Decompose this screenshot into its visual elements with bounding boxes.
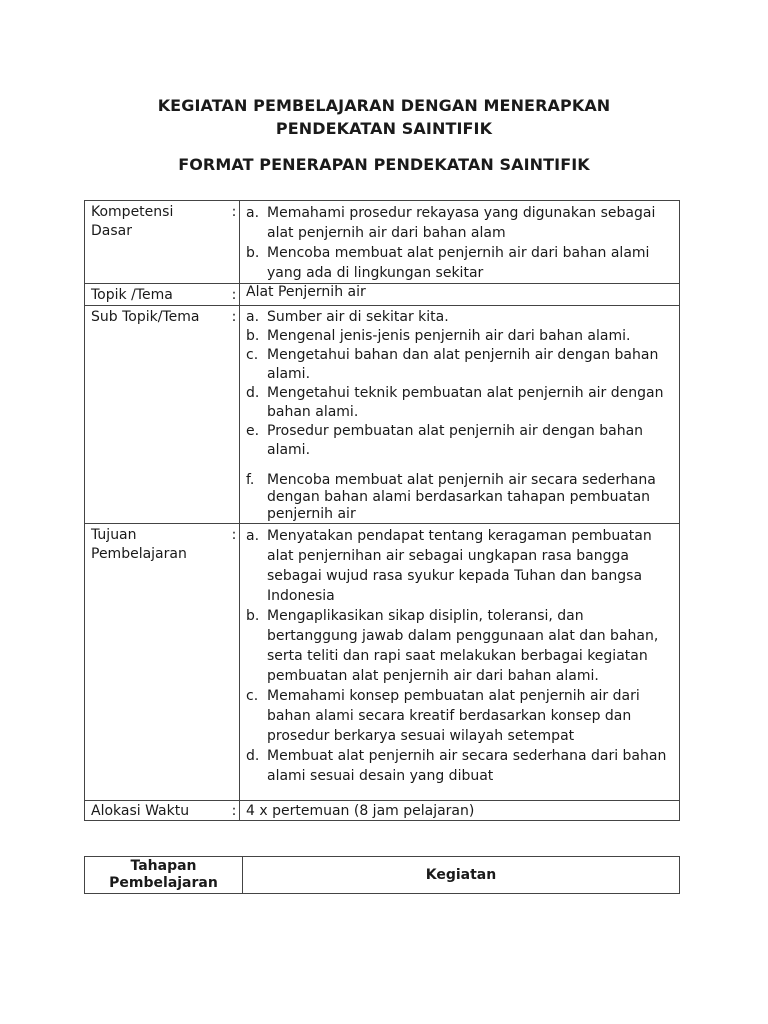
list-marker: b. bbox=[246, 328, 260, 344]
label-line: Tujuan bbox=[91, 527, 137, 543]
row-sub-topik bbox=[85, 306, 680, 524]
list-marker: b. bbox=[246, 608, 260, 624]
list-item bbox=[246, 243, 675, 283]
header-kegiatan: Kegiatan bbox=[243, 857, 680, 894]
colon: : bbox=[229, 801, 240, 821]
title-line-1: KEGIATAN PEMBELAJARAN DENGAN MENERAPKAN bbox=[157, 96, 611, 115]
list-text: Memahami prosedur rekayasa yang digunakan sebagai alat penjernih air dari bahan alam bbox=[267, 205, 656, 241]
label-line: Pembelajaran bbox=[91, 546, 187, 562]
colon: : bbox=[229, 201, 240, 284]
list-text: Mencoba membuat alat penjernih air dari bahan alami yang ada di lingkungan sekitar bbox=[267, 245, 650, 281]
list-marker: a. bbox=[246, 205, 260, 221]
list-text: Mengetahui bahan dan alat penjernih air dengan bahan alami. bbox=[267, 347, 659, 382]
list-item bbox=[246, 422, 675, 460]
label-alokasi-waktu: Alokasi Waktu bbox=[85, 801, 230, 821]
list-marker: b. bbox=[246, 245, 260, 261]
colon: : bbox=[229, 284, 240, 306]
list-item bbox=[246, 308, 675, 327]
label-kompetensi-dasar bbox=[85, 201, 230, 284]
list-text: Menyatakan pendapat tentang keragaman pembuatan alat penjernihan air sebagai ungkapan rasa bangga sebagai wujud rasa syukur kepada Tuhan dan bangsa Indonesia bbox=[267, 528, 652, 604]
tahapan-table bbox=[84, 856, 680, 894]
list-marker: d. bbox=[246, 385, 260, 401]
value-tujuan-pembelajaran bbox=[240, 524, 680, 801]
row-alokasi-waktu bbox=[85, 801, 680, 821]
list-text: Mencoba membuat alat penjernih air secara sederhana dengan bahan alami berdasarkan tahapan pembuatan penjernih air bbox=[267, 472, 656, 522]
document-subtitle: FORMAT PENERAPAN PENDEKATAN SAINTIFIK bbox=[178, 155, 590, 174]
list-text: Prosedur pembuatan alat penjernih air dengan bahan alami. bbox=[267, 423, 644, 458]
list-text: Memahami konsep pembuatan alat penjernih air dari bahan alami secara kreatif berdasarkan konsep dan prosedur berkarya sesuai wilayah setempat bbox=[267, 688, 640, 744]
list-item bbox=[246, 203, 675, 243]
list-item bbox=[246, 346, 675, 384]
list-text: Sumber air di sekitar kita. bbox=[267, 309, 449, 325]
value-sub-topik bbox=[240, 306, 680, 524]
lesson-info-table bbox=[84, 200, 680, 821]
list-marker: f. bbox=[246, 472, 255, 488]
list-text: Membuat alat penjernih air secara sederhana dari bahan alami sesuai desain yang dibuat bbox=[267, 748, 667, 784]
list-text: Mengetahui teknik pembuatan alat penjernih air dengan bahan alami. bbox=[267, 385, 664, 420]
list-item bbox=[246, 606, 675, 686]
list-item bbox=[246, 472, 675, 523]
row-kompetensi-dasar bbox=[85, 201, 680, 284]
colon: : bbox=[229, 524, 240, 801]
list-item bbox=[246, 686, 675, 746]
list-text: Mengenal jenis-jenis penjernih air dari bahan alami. bbox=[267, 328, 631, 344]
list-marker: d. bbox=[246, 748, 260, 764]
list-marker: c. bbox=[246, 347, 259, 363]
list-item bbox=[246, 384, 675, 422]
label-topik: Topik /Tema bbox=[85, 284, 230, 306]
tahapan-header-row bbox=[85, 857, 680, 894]
header-line: Tahapan bbox=[130, 858, 197, 874]
label-line: Kompetensi bbox=[91, 204, 174, 220]
list-item bbox=[246, 746, 675, 786]
list-marker: e. bbox=[246, 423, 260, 439]
row-tujuan-pembelajaran bbox=[85, 524, 680, 801]
label-sub-topik: Sub Topik/Tema bbox=[85, 306, 230, 524]
value-alokasi-waktu: 4 x pertemuan (8 jam pelajaran) bbox=[240, 801, 680, 821]
document-title bbox=[0, 94, 768, 140]
value-topik: Alat Penjernih air bbox=[240, 284, 680, 306]
row-topik bbox=[85, 284, 680, 306]
label-line: Dasar bbox=[91, 223, 132, 239]
list-text: Mengaplikasikan sikap disiplin, toleransi, dan bertanggung jawab dalam penggunaan alat dan bahan, serta teliti dan rapi saat melakukan berbagai kegiatan pembuatan alat penjernih air dari bahan alami. bbox=[267, 608, 659, 684]
list-item bbox=[246, 526, 675, 606]
header-line: Pembelajaran bbox=[109, 875, 218, 891]
colon: : bbox=[229, 306, 240, 524]
list-marker: c. bbox=[246, 688, 259, 704]
list-marker: a. bbox=[246, 309, 260, 325]
list-marker: a. bbox=[246, 528, 260, 544]
value-kompetensi-dasar bbox=[240, 201, 680, 284]
label-tujuan-pembelajaran bbox=[85, 524, 230, 801]
list-item bbox=[246, 327, 675, 346]
title-line-2: PENDEKATAN SAINTIFIK bbox=[275, 119, 493, 138]
header-tahapan-pembelajaran bbox=[85, 857, 243, 894]
